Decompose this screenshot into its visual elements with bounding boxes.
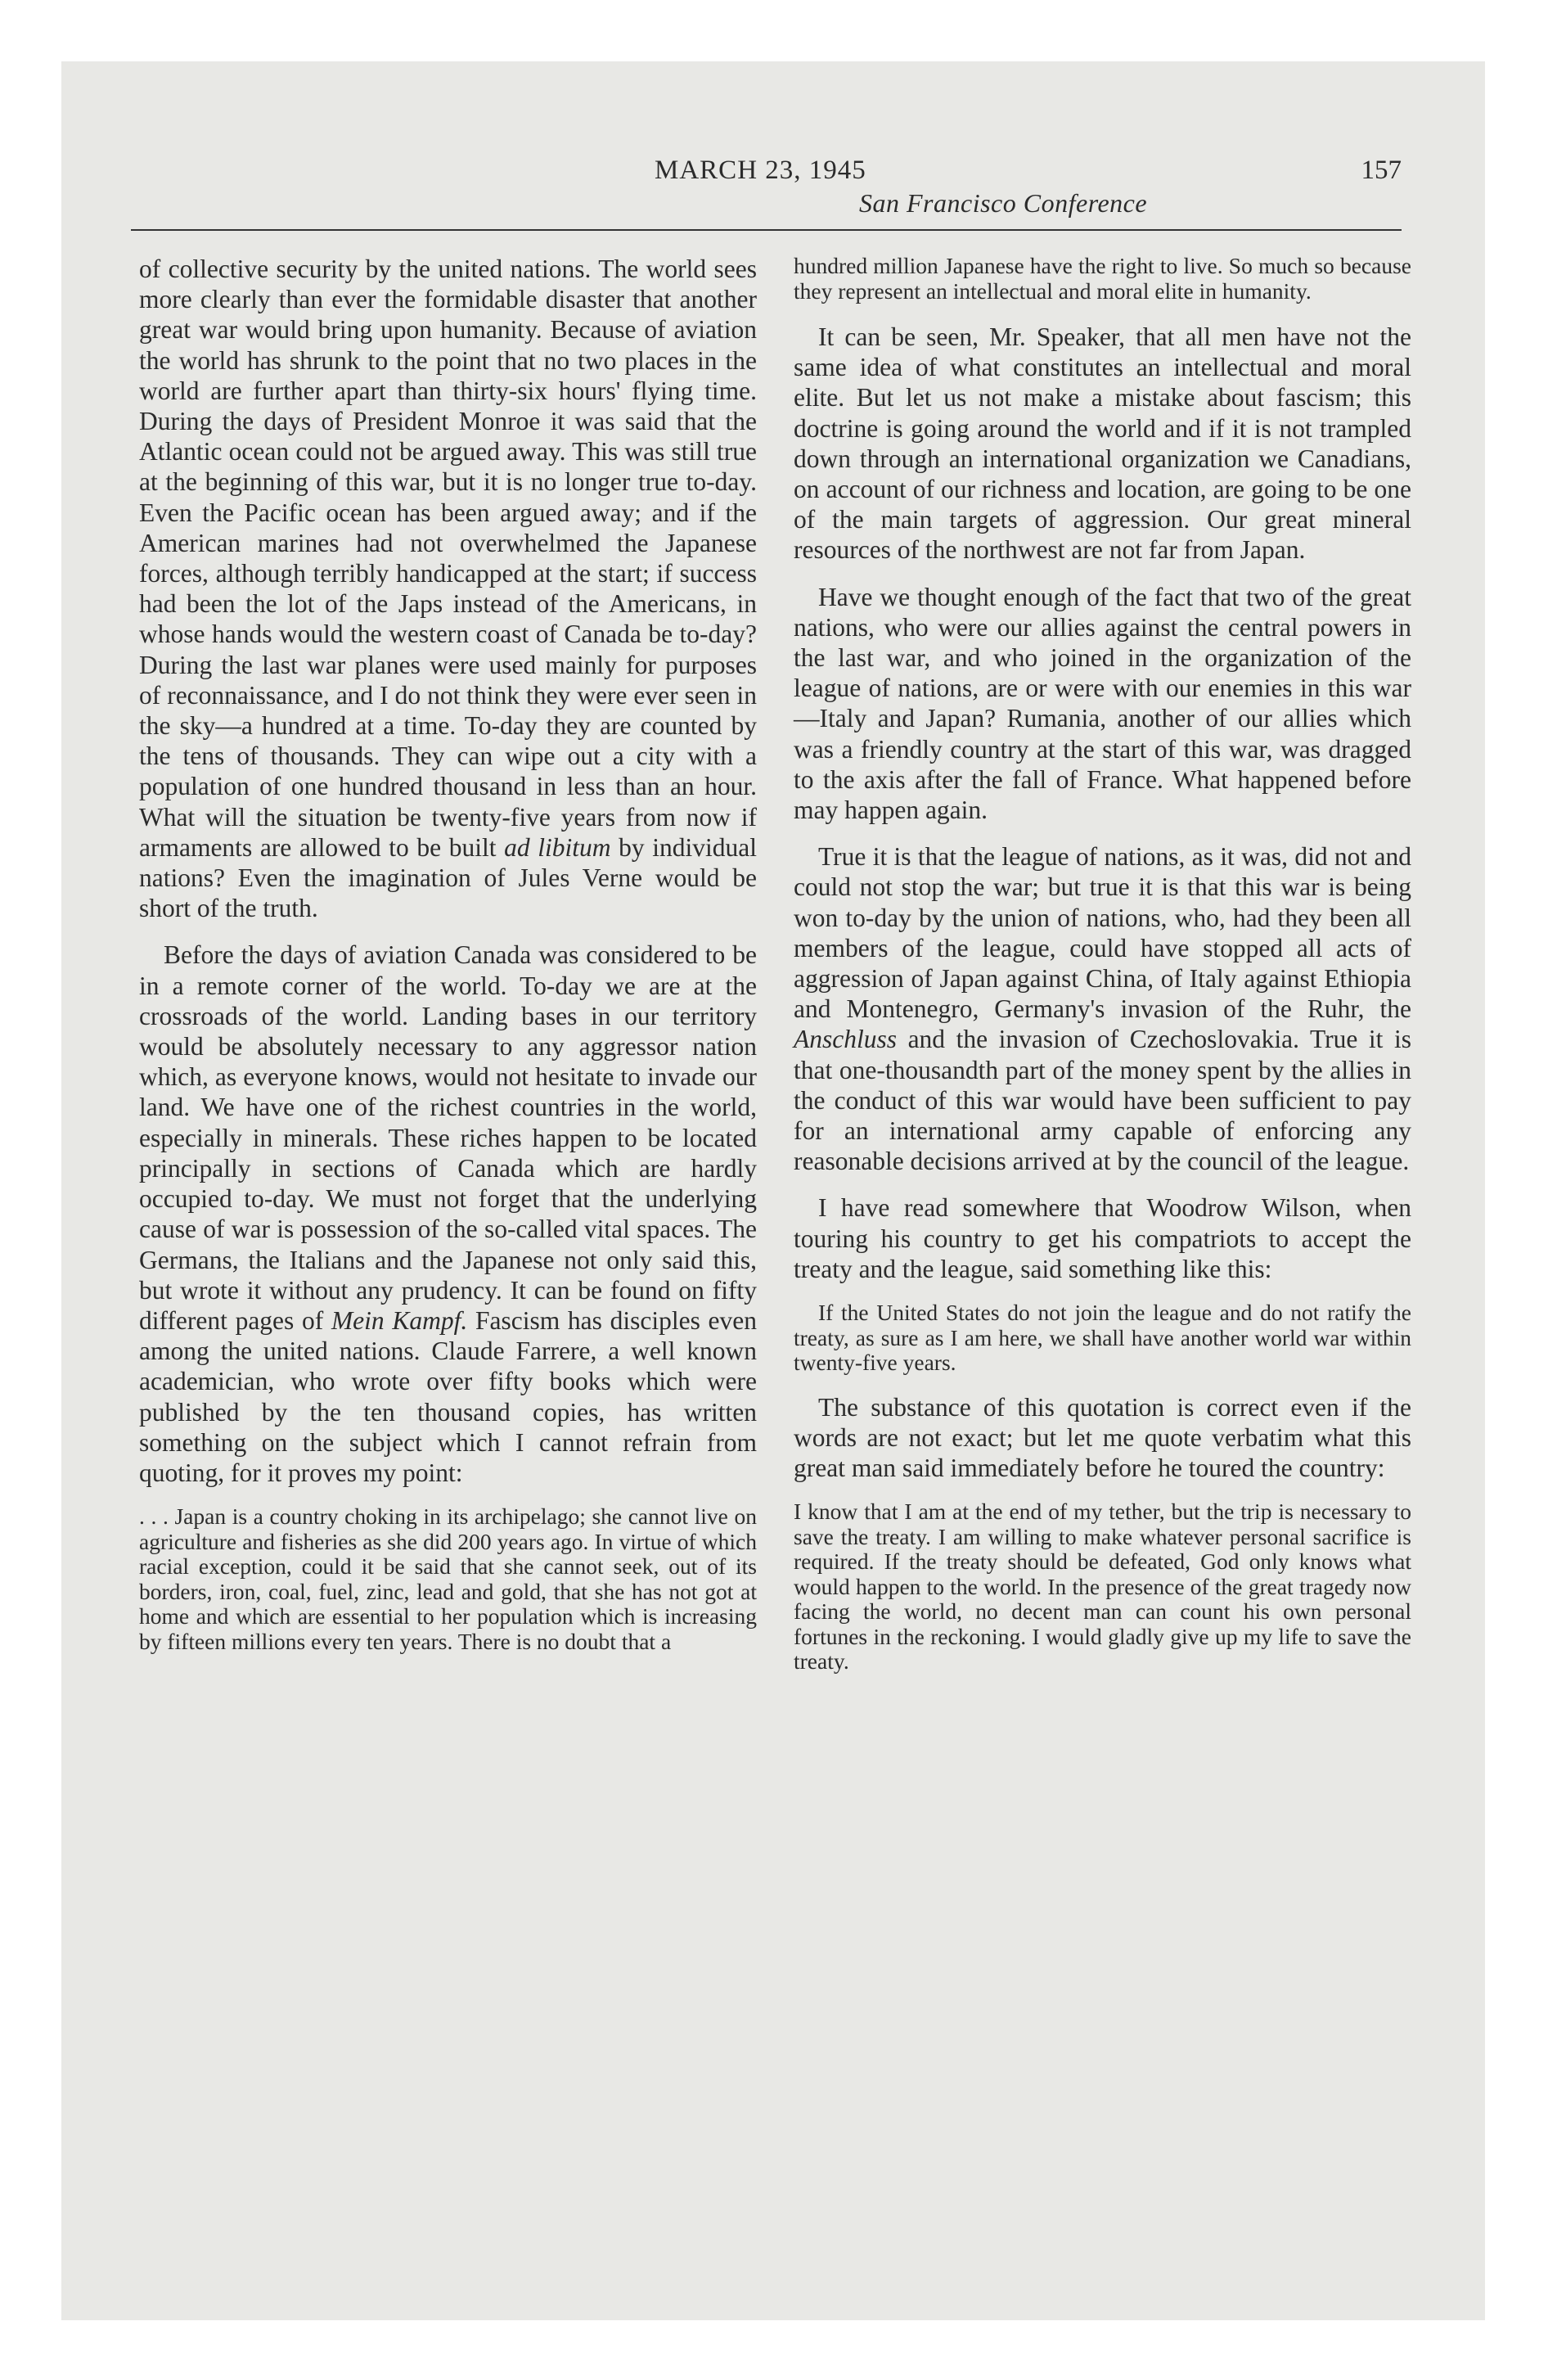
block-quote: If the United States do not join the league and do not ratify the treaty, as sure as I am here, we shall have another world war within twenty-five years. — [794, 1300, 1411, 1376]
page-number: 157 — [1361, 156, 1402, 185]
left-column — [139, 254, 757, 1670]
paragraph: I have read somewhere that Woodrow Wilson, when touring his country to get his compatriots to accept the treaty and the league, said something like this: — [794, 1193, 1411, 1283]
header-rule — [131, 229, 1402, 231]
right-column — [794, 254, 1411, 1691]
paragraph: of collective security by the united nations. The world sees more clearly than ever the formidable disaster that another great war would bring upon humanity. Because of aviation the world has shrunk to the point that no two places in the world are further apart than thirty-six hours' flying time. During the days of President Monroe it was said that the Atlantic ocean could not be argued away. This was still true at the beginning of this war, but it is no longer true to-day. Even the Pacific ocean has been argued away; and if the American marines had not overwhelmed the Japanese forces, although terribly handicapped at the start; if success had been the lot of the Japs instead of the Americans, in whose hands would the western coast of Canada be to-day? During the last war planes were used mainly for purposes of reconnaissance, and I do not think they were ever seen in the sky—a hundred at a time. To-day they are counted by the tens of thousands. They can wipe out a city with a population of one hundred thousand in less than an hour. What will the situation be twenty-five years from now if armaments are allowed to be built ad libitum by individual nations? Even the imagination of Jules Verne would be short of the truth. — [139, 255, 757, 923]
block-quote: . . . Japan is a country choking in its archipelago; she cannot live on agriculture and fisheries as she did 200 years ago. In virtue of which racial exception, could it be said that she cannot seek, out of its borders, iron, coal, fuel, zinc, lead and gold, that she has not got at home and which are essential to her population which is increasing by fifteen millions every ten years. There is no doubt that a — [139, 1503, 757, 1654]
paragraph: Have we thought enough of the fact that two of the great nations, who were our allies against the central powers in the last war, and who joined in the organization of the league of nations, are or were with our enemies in this war—Italy and Japan? Rumania, another of our allies which was a friendly country at the start of this war, was dragged to the axis after the fall of France. What happened before may happen again. — [794, 582, 1411, 825]
block-quote: I know that I am at the end of my tether, but the trip is necessary to save the treaty. I am willing to make whatever personal sacrifice is required. If the treaty should be defeated, God only knows what would happen to the world. In the presence of the great tragedy now facing the world, no decent man can count his own personal fortunes in the reckoning. I would gladly give up my life to save the treaty. — [794, 1499, 1411, 1675]
paragraph: True it is that the league of nations, as it was, did not and could not stop the war; but true it is that this war is being won to-day by the union of nations, who, had they been all members of the league, could have stopped all acts of aggression of Japan against China, of Italy against Ethiopia and Montenegro, Germany's invasion of the Ruhr, the Anschluss and the invasion of Czechoslovakia. True it is that one-thousandth part of the money spent by the allies in the conduct of this war would have been sufficient to pay for an international army capable of enforcing any reasonable decisions arrived at by the council of the league. — [794, 842, 1411, 1176]
paragraph: Before the days of aviation Canada was considered to be in a remote corner of the world. To-day we are at the crossroads of the world. Landing bases in our territory would be absolutely necessary to any aggressor nation which, as everyone knows, would not hesitate to invade our land. We have one of the richest countries in the world, especially in minerals. These riches happen to be located principally in sections of Canada which are hardly occupied to-day. We must not forget that the underlying cause of war is possession of the so-called vital spaces. The Germans, the Italians and the Japanese not only said this, but wrote it without any prudency. It can be found on fifty different pages of Mein Kampf. Fascism has disciples even among the united nations. Claude Farrere, a well known academician, who wrote over fifty books which were published by the ten thousand copies, has written something on the subject which I cannot refrain from quoting, for it proves my point: — [139, 940, 757, 1487]
header-section-title: San Francisco Conference — [859, 188, 1148, 218]
paragraph: It can be seen, Mr. Speaker, that all men have not the same idea of what constitutes an intellectual and moral elite. But let us not make a mistake about fascism; this doctrine is going around the world and if it is not trampled down through an international organization we Canadians, on account of our richness and location, are going to be one of the main targets of aggression. Our great mineral resources of the northwest are not far from Japan. — [794, 322, 1411, 565]
paragraph: The substance of this quotation is correct even if the words are not exact; but let me quote verbatim what this great man said immediately before he toured the country: — [794, 1392, 1411, 1482]
header-date: MARCH 23, 1945 — [655, 156, 866, 185]
block-quote-continued: hundred million Japanese have the right to live. So much so because they represent an intellectual and moral elite in humanity. — [794, 253, 1411, 304]
page-header — [131, 156, 1402, 229]
